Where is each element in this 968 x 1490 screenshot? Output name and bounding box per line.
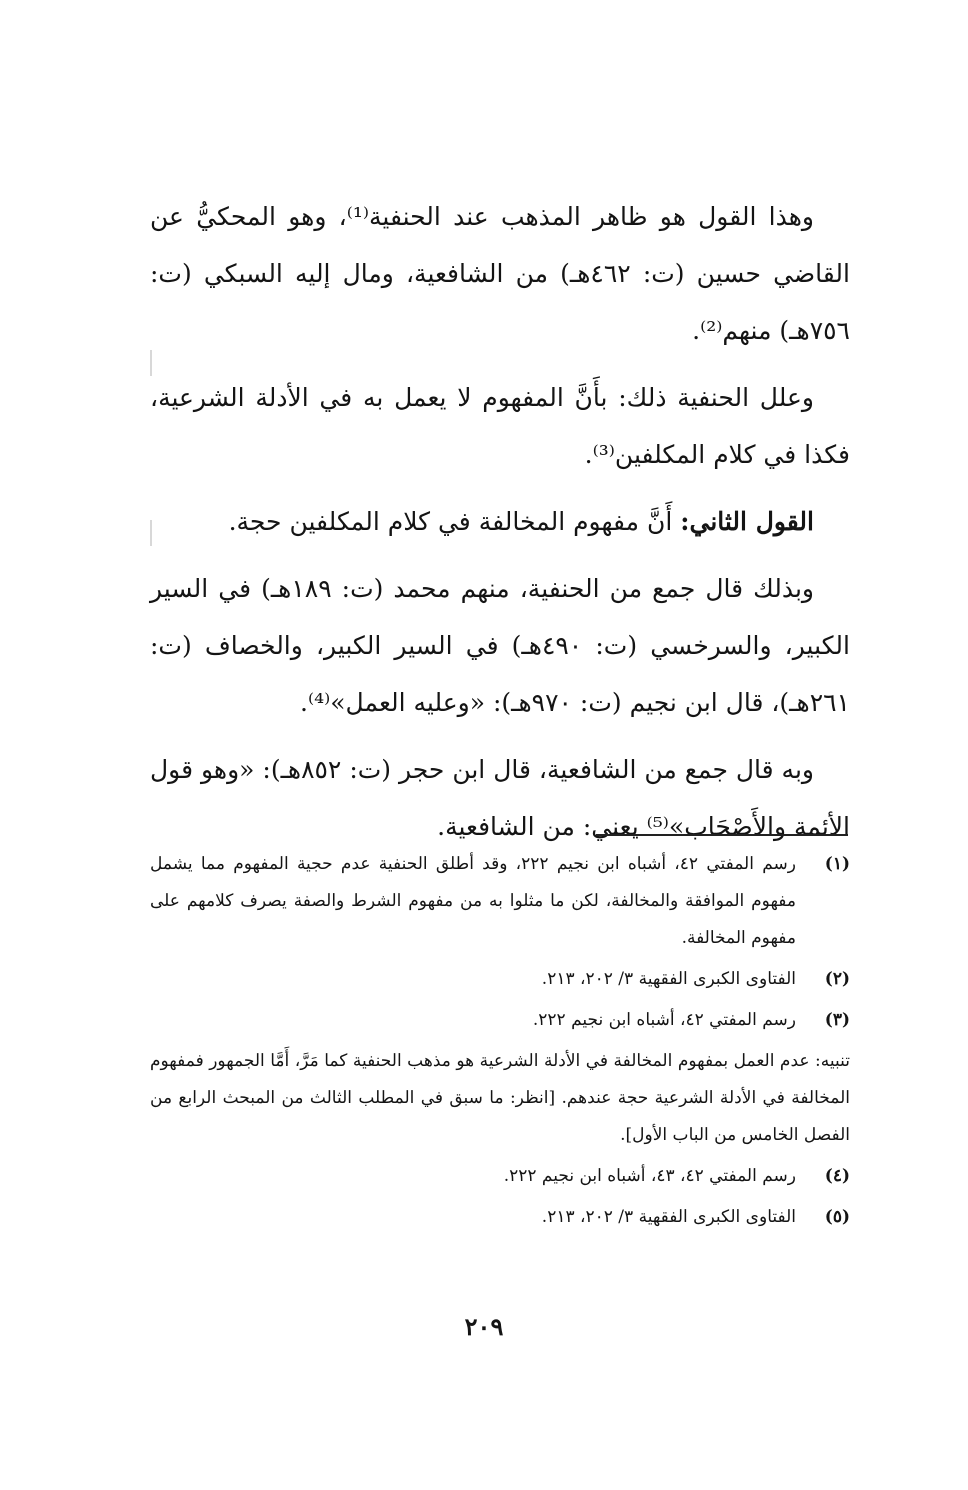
footnote-3 — [150, 1002, 850, 1039]
main-text — [150, 188, 850, 865]
second-opinion-text: أَنَّ مفهوم المخالفة في كلام المكلفين حجة. — [228, 507, 673, 536]
footnote-number: (٤) — [824, 1166, 850, 1186]
footnote-note-text: تنبيه: عدم العمل بمفهوم المخالفة في الأدلة الشرعية هو مذهب الحنفية كما مَرَّ، أَمَّا الجمهور فمفهوم المخالفة في الأدلة الشرعية حجة عندهم. [انظر: ما سبق في المطلب الثالث من المبحث الرابع من الفصل الخامس من الباب الأول]. — [150, 1051, 850, 1145]
footnote-text: رسم المفتي ٤٢، أشباه ابن نجيم ٢٢٢، وقد أطلق الحنفية عدم حجية المفهوم مما يشمل مفهوم الموافقة والمخالفة، لكن ما مثلوا به من مفهوم الشرط والصفة يصرف كلامهم على مفهوم المخالفة. — [150, 854, 796, 948]
second-opinion-label: القول الثاني: — [680, 507, 814, 536]
page-number: ٢٠٩ — [464, 1312, 504, 1341]
footnote-4 — [150, 1158, 850, 1195]
footnotes — [150, 846, 850, 1240]
paragraph-1: وهذا القول هو ظاهر المذهب عند الحنفية⁽¹⁾، وهو المحكيُّ عن القاضي حسين (ت: ٤٦٢هـ) من الشافعية، ومال إليه السبكي (ت: ٧٥٦هـ) منهم⁽²⁾. — [150, 202, 850, 345]
footnote-1 — [150, 846, 850, 957]
paragraph-5: وبه قال جمع من الشافعية، قال ابن حجر (ت: ٨٥٢هـ): «وهو قول الأئمة والأَصْحَاب»⁽⁵⁾ يعني: من الشافعية. — [150, 755, 850, 841]
footnote-5 — [150, 1199, 850, 1236]
footnote-text: الفتاوى الكبرى الفقهية ٣/ ٢٠٢، ٢١٣. — [541, 969, 796, 989]
footnote-text: رسم المفتي ٤٢، أشباه ابن نجيم ٢٢٢. — [532, 1010, 796, 1030]
footnote-number: (٢) — [824, 969, 850, 989]
footnote-separator — [596, 834, 848, 836]
footnote-2 — [150, 961, 850, 998]
footnote-text: رسم المفتي ٤٢، ٤٣، أشباه ابن نجيم ٢٢٢. — [503, 1166, 796, 1186]
footnote-text: الفتاوى الكبرى الفقهية ٣/ ٢٠٢، ٢١٣. — [541, 1207, 796, 1227]
paragraph-4: وبذلك قال جمع من الحنفية، منهم محمد (ت: ١٨٩هـ) في السير الكبير، والسرخسي (ت: ٤٩٠هـ) في السير الكبير، والخصاف (ت: ٢٦١هـ)، قال ابن نجيم (ت: ٩٧٠هـ): «وعليه العمل»⁽⁴⁾. — [150, 574, 850, 717]
footnote-number: (٣) — [824, 1010, 850, 1030]
paragraph-2: وعلل الحنفية ذلك: بأَنَّ المفهوم لا يعمل به في الأدلة الشرعية، فكذا في كلام المكلفين⁽³⁾. — [150, 383, 850, 469]
footnote-note — [150, 1043, 850, 1154]
footnote-number: (١) — [824, 854, 850, 874]
footnote-number: (٥) — [824, 1207, 850, 1227]
paragraph-second-opinion — [150, 493, 850, 550]
